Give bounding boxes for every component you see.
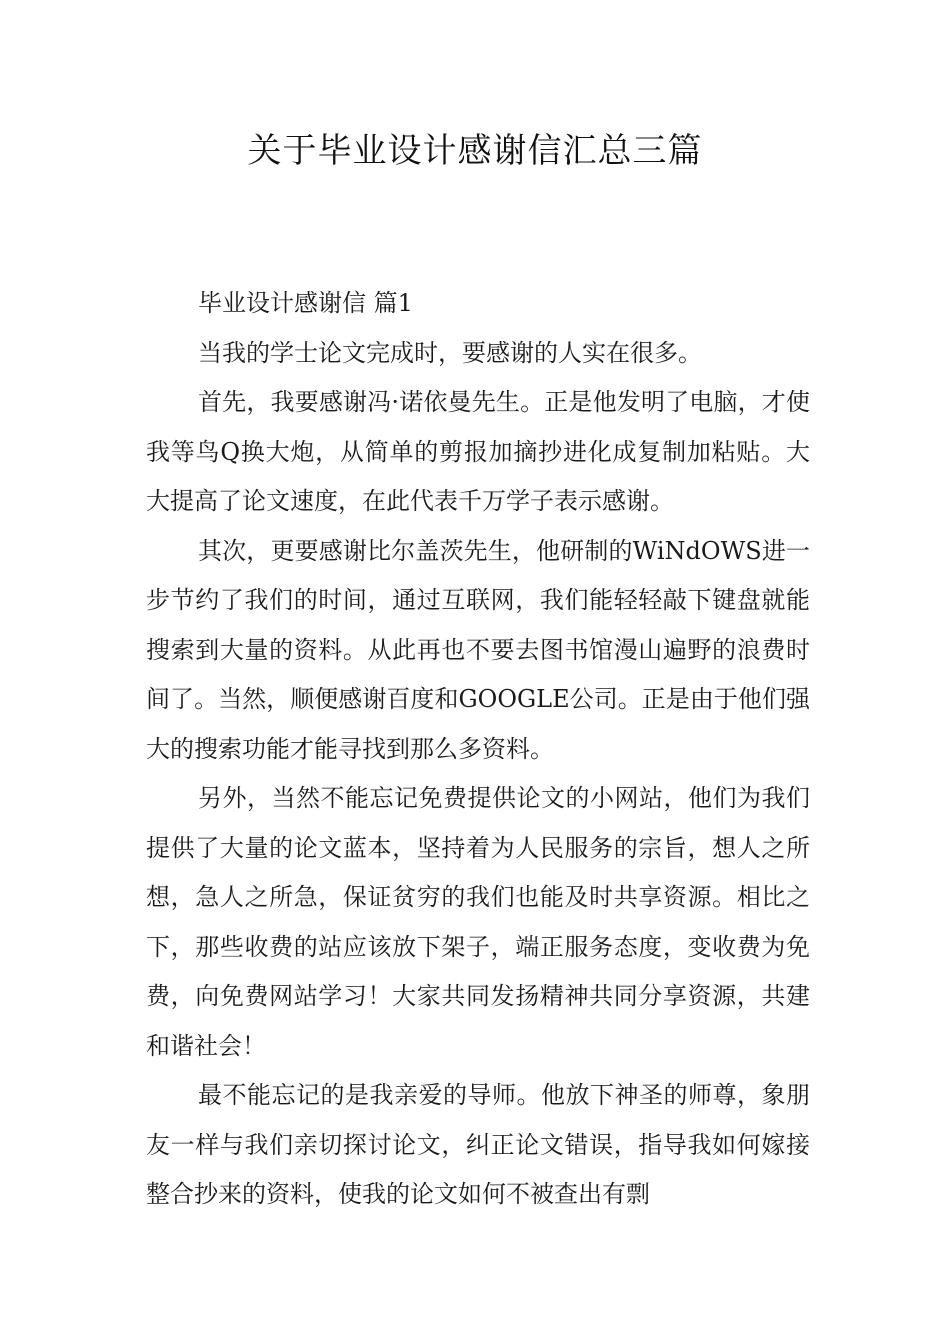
paragraph-4: 另外，当然不能忘记免费提供论文的小网站，他们为我们提供了大量的论文蓝本，坚持着为人民服务的宗旨，想人之所想，急人之所急，保证贫穷的我们也能及时共享资源。相比之下，那些收费的站应该放下架子，端正服务态度，变收费为免费，向免费网站学习！大家共同发扬精神共同分享资源，共建和谐社会！ (146, 784, 810, 1060)
section-heading: 毕业设计感谢信 篇1 (198, 289, 413, 317)
document-body (146, 279, 810, 1220)
paragraph-3: 其次，更要感谢比尔盖茨先生，他研制的WiNdOWS进一步节约了我们的时间，通过互联网，我们能轻轻敲下键盘就能搜索到大量的资料。从此再也不要去图书馆漫山遍野的浪费时间了。当然，顺便感谢百度和GOOGLE公司。正是由于他们强大的搜索功能才能寻找到那么多资料。 (146, 536, 810, 763)
paragraph-5: 最不能忘记的是我亲爱的导师。他放下神圣的师尊，象朋友一样与我们亲切探讨论文，纠正论文错误，指导我如何嫁接整合抄来的资料，使我的论文如何不被查出有剽 (146, 1081, 810, 1208)
document-title: 关于毕业设计感谢信汇总三篇 (247, 131, 703, 171)
paragraph-2: 首先，我要感谢冯·诺依曼先生。正是他发明了电脑，才使我等鸟Q换大炮，从简单的剪报加摘抄进化成复制加粘贴。大大提高了论文速度，在此代表千万学子表示感谢。 (146, 388, 810, 515)
paragraph-1: 当我的学士论文完成时，要感谢的人实在很多。 (198, 338, 702, 367)
